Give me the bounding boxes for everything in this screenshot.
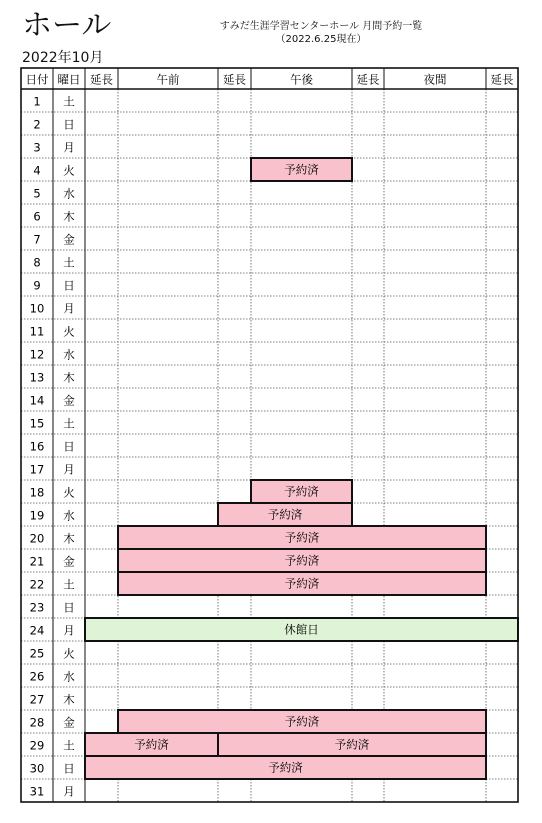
weekday-cell: 土 <box>63 577 75 592</box>
weekday-cell: 金 <box>63 393 75 408</box>
date-cell: 17 <box>29 462 45 477</box>
reservation-label: 予約済 <box>267 507 303 522</box>
weekday-cell: 日 <box>63 278 75 293</box>
date-cell: 15 <box>29 416 45 431</box>
closed-day-label: 休館日 <box>284 622 319 637</box>
reservation-label: 予約済 <box>284 530 320 545</box>
weekday-cell: 月 <box>63 140 75 155</box>
weekday-cell: 火 <box>63 485 75 500</box>
subtitle-line-2: （2022.6.25現在） <box>275 34 367 45</box>
reservation-bars <box>85 158 518 779</box>
date-cell: 24 <box>29 623 45 638</box>
weekday-cell: 火 <box>63 163 75 178</box>
weekday-cell: 金 <box>63 715 75 730</box>
weekday-cell: 月 <box>63 784 75 799</box>
weekday-cell: 金 <box>63 554 75 569</box>
reservation-label: 予約済 <box>284 484 319 499</box>
date-cell: 28 <box>29 715 45 730</box>
date-cell: 20 <box>29 531 45 546</box>
date-cell: 14 <box>29 393 45 408</box>
column-header: 延長 <box>356 72 380 87</box>
reservation-label: 予約済 <box>134 737 169 752</box>
date-cell: 29 <box>29 738 45 753</box>
subtitle-line-1: すみだ生涯学習センターホール 月間予約一覧 <box>219 21 423 32</box>
date-cell: 22 <box>29 577 45 592</box>
date-cell: 6 <box>33 209 41 224</box>
date-cell: 1 <box>33 94 41 109</box>
page-title: ホール <box>22 8 112 43</box>
reservation-label: 予約済 <box>284 162 319 177</box>
date-cell: 9 <box>33 278 41 293</box>
date-cell: 26 <box>29 669 45 684</box>
weekday-cell: 木 <box>63 692 75 707</box>
date-cell: 18 <box>29 485 45 500</box>
reservation-label: 予約済 <box>268 760 303 775</box>
date-cell: 7 <box>33 232 41 247</box>
column-header: 夜間 <box>423 72 447 87</box>
weekday-cell: 火 <box>63 646 75 661</box>
column-header: 曜日 <box>57 72 81 87</box>
date-cell: 4 <box>33 163 41 178</box>
date-cell: 16 <box>29 439 45 454</box>
column-header: 日付 <box>25 72 49 87</box>
month-label: 2022年10月 <box>22 50 104 66</box>
weekday-cell: 日 <box>63 439 75 454</box>
date-cell: 10 <box>29 301 45 316</box>
weekday-cell: 月 <box>63 623 75 638</box>
weekday-cell: 火 <box>63 324 75 339</box>
reservation-label: 予約済 <box>334 737 370 752</box>
column-header: 延長 <box>223 72 246 87</box>
date-cell: 2 <box>33 117 41 132</box>
column-header: 延長 <box>90 72 113 87</box>
weekday-cell: 日 <box>63 761 75 776</box>
column-header: 延長 <box>490 72 514 87</box>
weekday-cell: 水 <box>63 508 75 523</box>
weekday-cell: 金 <box>63 232 75 247</box>
date-cell: 30 <box>29 761 45 776</box>
date-cell: 8 <box>33 255 41 270</box>
date-cell: 21 <box>29 554 45 569</box>
weekday-cell: 木 <box>63 209 75 224</box>
date-cell: 12 <box>29 347 45 362</box>
weekday-cell: 水 <box>63 347 75 362</box>
weekday-cell: 日 <box>63 600 75 615</box>
date-cell: 19 <box>29 508 45 523</box>
weekday-cell: 土 <box>63 94 75 109</box>
weekday-cell: 木 <box>63 370 75 385</box>
reservation-label: 予約済 <box>284 714 320 729</box>
date-cell: 27 <box>29 692 45 707</box>
weekday-cell: 土 <box>63 416 75 431</box>
weekday-cell: 日 <box>63 117 75 132</box>
reservation-label: 予約済 <box>284 553 320 568</box>
column-header: 午前 <box>156 72 180 87</box>
date-cell: 13 <box>29 370 45 385</box>
date-cell: 31 <box>29 784 45 799</box>
column-header: 午後 <box>290 72 313 87</box>
weekday-cell: 月 <box>63 462 75 477</box>
date-cell: 3 <box>33 140 41 155</box>
weekday-cell: 土 <box>63 738 75 753</box>
weekday-cell: 木 <box>63 531 75 546</box>
date-cell: 23 <box>29 600 45 615</box>
date-cell: 11 <box>29 324 45 339</box>
weekday-cell: 土 <box>63 255 75 270</box>
date-cell: 25 <box>29 646 45 661</box>
weekday-cell: 水 <box>63 669 75 684</box>
weekday-cell: 月 <box>63 301 75 316</box>
date-cell: 5 <box>33 186 41 201</box>
reservation-label: 予約済 <box>284 576 320 591</box>
weekday-cell: 水 <box>63 186 75 201</box>
